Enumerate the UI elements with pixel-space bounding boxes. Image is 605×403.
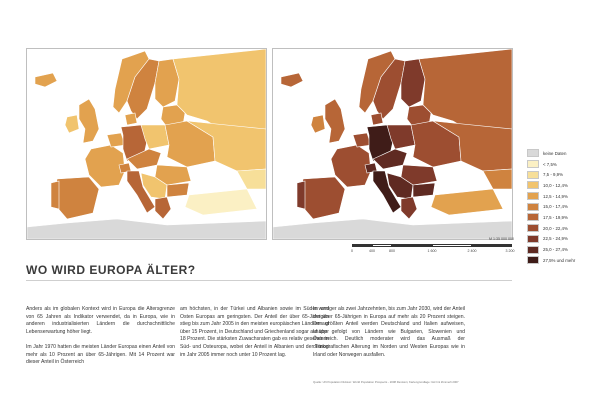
region-greece [155,197,171,219]
scale-segment [392,244,432,247]
scale-segment [352,244,372,247]
legend-label: 15,0 - 17,4% [543,204,568,210]
legend-swatch [527,171,539,179]
region-north-africa [273,219,512,239]
region-iberia [301,177,345,219]
region-greece [401,197,417,219]
page-title: WO WIRD EUROPA ÄLTER? [26,263,196,277]
region-bulgaria [413,183,435,197]
legend-item [527,169,601,180]
legend-item [527,244,601,255]
legend-swatch [527,160,539,168]
legend-item [527,191,601,202]
legend-item [527,180,601,191]
paragraph: Anders als im globalen Kontext wird in Europa die Altersgrenze von 65 Jahren als Indikator verwendet, da in Europa, wie in anderen industrialisierten Ländern die durchschnittliche Lebenserwartung höher liegt. [26,306,175,335]
scale-title: M 1:35 000 000 [489,237,514,241]
region-russia-north [419,49,512,133]
map-2030-svg [273,49,512,239]
legend-swatch [527,203,539,211]
region-caucasus [483,169,512,189]
legend-item [527,212,601,223]
scale-tick: 3 200 [505,249,515,253]
region-russia-north [173,49,266,133]
legend-swatch [527,213,539,221]
region-iceland [281,73,303,87]
region-turkey [185,189,257,215]
map-europe-2030 [272,48,513,240]
region-bulgaria [167,183,189,197]
legend-item [527,223,601,234]
region-ireland [65,115,79,133]
region-north-africa [27,219,266,239]
map-europe-2005 [26,48,267,240]
region-portugal [297,181,305,209]
region-turkey [431,189,503,215]
region-benelux [107,133,125,147]
legend-swatch [527,149,539,157]
legend-label: keine Daten [543,150,567,156]
scale-bar-graphic [352,244,512,247]
legend-item [527,148,601,159]
legend-item [527,234,601,245]
region-caucasus [237,169,266,189]
legend-swatch [527,224,539,232]
legend-label: 27,5% und mehr [543,257,576,263]
legend-swatch [527,192,539,200]
legend-label: 7,5 - 9,9% [543,172,564,178]
scale-tick: 0 [351,249,353,253]
region-iceland [35,73,57,87]
legend-swatch [527,181,539,189]
legend-swatch [527,246,539,254]
legend-item [527,159,601,170]
scale-tick: 400 [369,249,375,253]
legend-item [527,255,601,266]
legend-label: < 7,5% [543,161,557,167]
map-legend [527,148,601,266]
legend-label: 17,5 - 19,9% [543,214,568,220]
scale-segment [432,244,472,247]
legend-item [527,201,601,212]
source-note: Quelle: UN Population Division: World Population Prospects - 2008 Revision; Kartengrundlage: Gizzi & Zimmerli 2007 [313,380,459,384]
scale-segment [472,244,512,247]
legend-label: 10,0 - 12,4% [543,182,568,188]
scale-tick: 800 [389,249,395,253]
map-2005-svg [27,49,266,239]
scale-segment [372,244,392,247]
paragraph: Im Jahr 1970 hatten die meisten Länder Europas einen Anteil von mehr als 10 Prozent an über 65-Jährigen. Mit 14 Prozent war dieser Anteil in Österreich [26,343,175,366]
region-uk [79,99,99,143]
paragraph: In weniger als zwei Jahrzehnten, bis zum Jahr 2030, wird der Anteil der über 65-Jährigen in Europa auf mehr als 20 Prozent steigen. Den größten Anteil werden Deutschland und Italien aufweisen, knapp gefolgt von Ländern wie Bulgarien, Slowenien und Österreich. Deutlich moderater wird das Ausmaß der demografischen Alterung im Norden und Westen Europas wie in Irland oder Norwegen ausfallen. [313,306,465,358]
paragraph: am höchsten, in der Türkei und Albanien sowie im Süden und Osten Europas am geringsten. Der Anteil der über 65-Jährigen stieg bis zum Jahr 2005 in den meisten europäischen Ländern auf über 15 Prozent, in Deutschland und Griechenland sogar auf über 18 Prozent. Die stärksten Zuwachsraten gab es relativ gesehen in Süd- und Osteuropa, wobei der Anteil in Albanien und der Türkei im Jahr 2005 immer noch unter 10 Prozent lag. [180,306,329,358]
divider [26,280,512,281]
text-column-2 [180,306,329,367]
region-denmark [125,113,137,125]
region-iberia [55,177,99,219]
legend-swatch [527,235,539,243]
text-column-1 [26,306,175,374]
region-denmark [371,113,383,125]
legend-label: 22,5 - 24,9% [543,236,568,242]
region-benelux [353,133,371,147]
region-portugal [51,181,59,209]
region-uk [325,99,345,143]
region-ireland [311,115,325,133]
scale-tick: 2 400 [467,249,477,253]
scale-ticks [351,249,515,255]
legend-label: 20,0 - 22,4% [543,225,568,231]
legend-label: 12,5 - 14,9% [543,193,568,199]
text-column-3 [313,306,465,367]
scale-tick: 1 600 [427,249,437,253]
legend-label: 25,0 - 27,4% [543,247,568,253]
legend-swatch [527,256,539,264]
